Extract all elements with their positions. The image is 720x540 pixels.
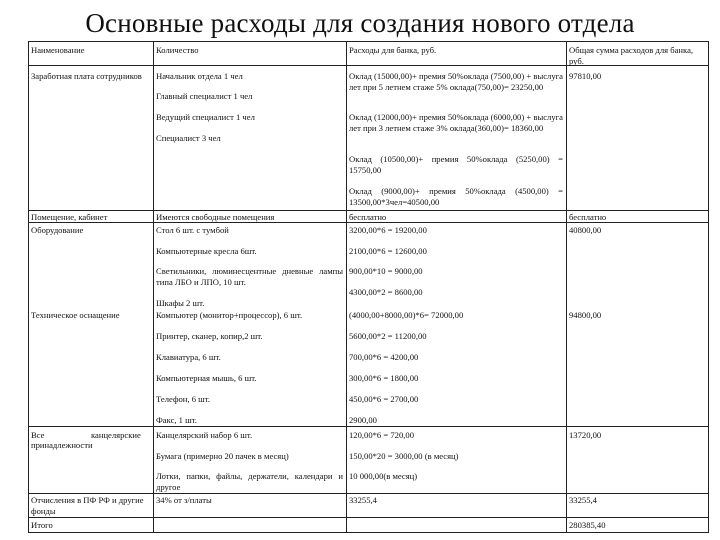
equipment-total: 40800,00: [569, 225, 602, 235]
salary-calc: Оклад (10500,00)+ премия 50%оклада (5250,00) = 15750,00: [349, 154, 563, 175]
office-total: 13720,00: [569, 430, 602, 440]
equipment-cost: 3200,00*6 = 19200,00: [349, 225, 427, 235]
tech-item: Факс, 1 шт.: [156, 415, 197, 425]
tech-cost: 5600,00*2 = 11200,00: [349, 331, 427, 341]
equipment-item: Светильники, люминесцентные дневные лампы типа ЛБО и ЛПО, 10 шт.: [156, 266, 343, 287]
salary-total: 97810,00: [569, 71, 602, 81]
header-total: Общая сумма расходов для банка, руб.: [569, 45, 694, 66]
header-bank-costs: Расходы для банка, руб.: [349, 45, 437, 55]
office-label: Все: [31, 430, 45, 440]
tech-item: Принтер, сканер, копир,2 шт.: [156, 331, 263, 341]
salary-calc: Оклад (15000,00)+ премия 50%оклада (7500,00) + выслуга лет при 5 летнем стаже 5% оклада(750,00)= 23250,00: [349, 71, 563, 92]
salary-calc: Оклад (12000,00)+ премия 50%оклада (6000,00) + выслуга лет при 3 летнем стаже 3% оклада(360,00)= 18360,00: [349, 112, 563, 133]
tech-cost: 450,00*6 = 2700,00: [349, 394, 419, 404]
pension-quantity: 34% от з/платы: [156, 495, 212, 505]
row-divider: [29, 493, 708, 494]
equipment-item: Шкафы 2 шт.: [156, 298, 205, 308]
pension-cost: 33255,4: [349, 495, 377, 505]
tech-item: Компьютерная мышь, 6 шт.: [156, 373, 257, 383]
equipment-item: Компьютерные кресла 6шт.: [156, 246, 257, 256]
tech-cost: 700,00*6 = 4200,00: [349, 352, 419, 362]
equipment-label: Оборудование: [31, 225, 84, 235]
row-divider: [29, 517, 708, 518]
column-divider: [566, 42, 567, 532]
office-item: Бумага (примерно 20 пачек в месяц): [156, 451, 289, 461]
header-name: Наименование: [31, 45, 85, 55]
premises-cost: бесплатно: [349, 212, 387, 222]
tech-item: Телефон, 6 шт.: [156, 394, 211, 404]
tech-cost: 2900,00: [349, 415, 377, 425]
tech-cost: 300,00*6 = 1800,00: [349, 373, 419, 383]
premises-label: Помещение, кабинет: [31, 212, 108, 222]
staff-item: Главный специалист 1 чел: [156, 91, 253, 101]
staff-item: Специалист 3 чел: [156, 133, 221, 143]
row-divider: [29, 210, 708, 211]
office-label: принадлежности: [31, 440, 93, 450]
office-cost: 10 000,00(в месяц): [349, 471, 418, 481]
staff-item: Начальник отдела 1 чел: [156, 71, 243, 81]
page-title: Основные расходы для создания нового отдела: [85, 8, 635, 38]
header-quantity: Количество: [156, 45, 199, 55]
salary-label: Заработная плата сотрудников: [31, 71, 142, 81]
salary-calc: Оклад (9000,00)+ премия 50%оклада (4500,00) = 13500,00*3чел=40500,00: [349, 186, 563, 207]
tech-total: 94800,00: [569, 310, 602, 320]
premises-total: бесплатно: [569, 212, 607, 222]
equipment-cost: 2100,00*6 = 12600,00: [349, 246, 427, 256]
tech-item: Клавиатура, 6 шт.: [156, 352, 221, 362]
column-divider: [346, 42, 347, 532]
result-label: Итого: [31, 520, 53, 530]
office-label: канцелярские: [91, 430, 141, 440]
tech-item: Компьютер (монитор+процессор), 6 шт.: [156, 310, 303, 320]
equipment-cost: 900,00*10 = 9000,00: [349, 266, 423, 276]
tech-cost: (4000,00+8000,00)*6= 72000,00: [349, 310, 464, 320]
office-item: Лотки, папки, файлы, держатели, календари и другое: [156, 471, 343, 492]
staff-item: Ведущий специалист 1 чел: [156, 112, 255, 122]
equipment-cost: 4300,00*2 = 8600,00: [349, 287, 423, 297]
office-cost: 120,00*6 = 720,00: [349, 430, 415, 440]
pension-label: Отчисления в ПФ РФ и другие фонды: [31, 495, 144, 516]
tech-label: Техническое оснащение: [31, 310, 120, 320]
office-cost: 150,00*20 = 3000,00 (в месяц): [349, 451, 459, 461]
office-item: Канцелярский набор 6 шт.: [156, 430, 253, 440]
expenses-table: [28, 41, 709, 533]
result-total: 280385,40: [569, 520, 606, 530]
column-divider: [153, 42, 154, 532]
row-divider: [29, 426, 708, 427]
premises-quantity: Имеются свободные помещения: [156, 212, 275, 222]
equipment-item: Стол 6 шт. с тумбой: [156, 225, 229, 235]
pension-total: 33255,4: [569, 495, 597, 505]
